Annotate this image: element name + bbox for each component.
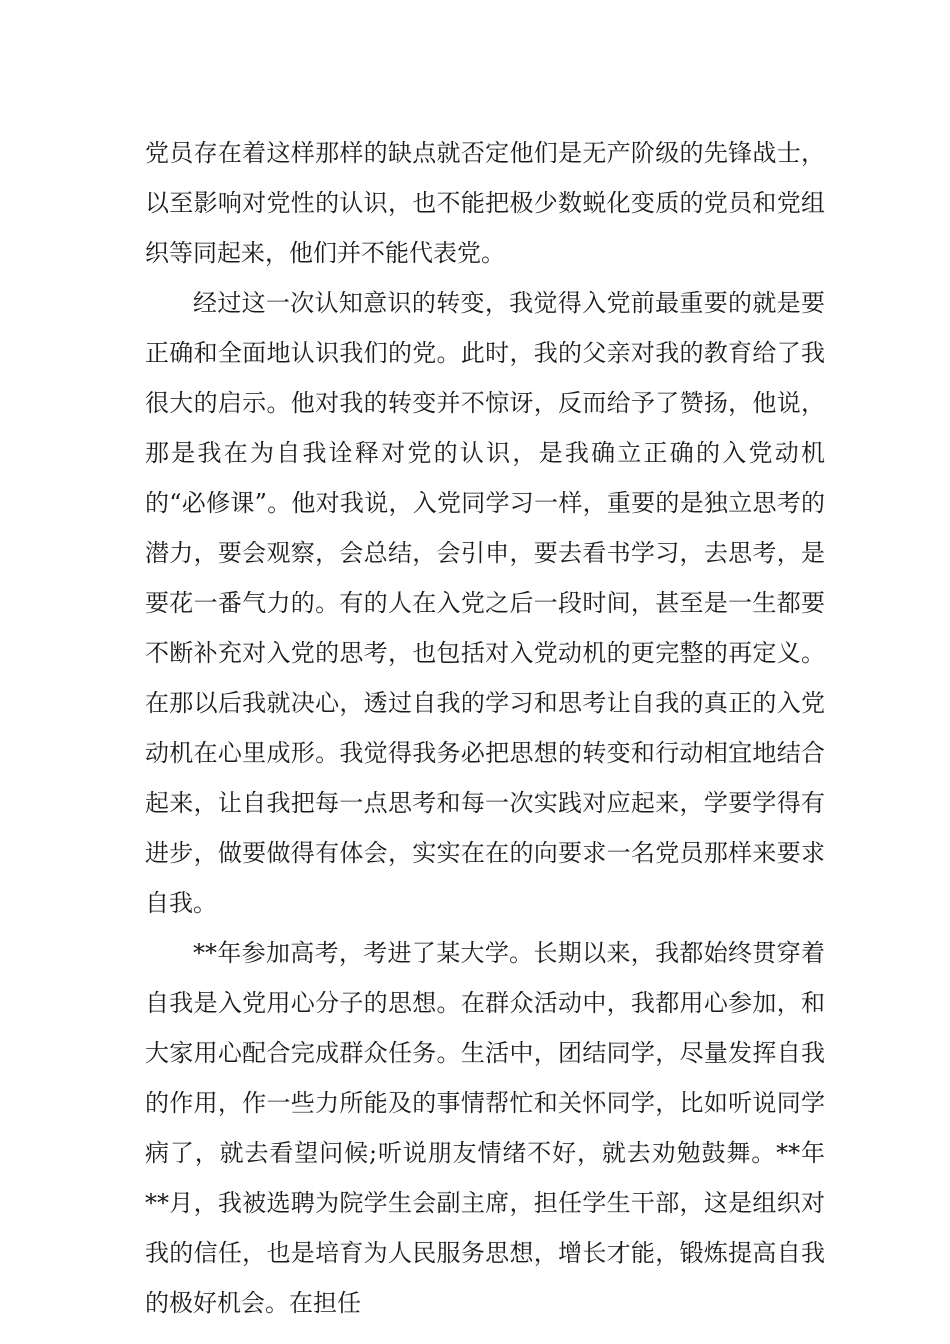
document-body [145,128,825,1328]
paragraph-3: **年参加高考，考进了某大学。长期以来，我都始终贯穿着自我是入党用心分子的思想。在群众活动中，我都用心参加，和大家用心配合完成群众任务。生活中，团结同学，尽量发挥自我的作用，作一些力所能及的事情帮忙和关怀同学，比如听说同学病了，就去看望问候;听说朋友情绪不好，就去劝勉鼓舞。**年**月，我被选聘为院学生会副主席，担任学生干部，这是组织对我的信任，也是培育为人民服务思想，增长才能，锻炼提高自我的极好机会。在担任 [145,939,825,1317]
paragraph-1: 党员存在着这样那样的缺点就否定他们是无产阶级的先锋战士，以至影响对党性的认识，也不能把极少数蜕化变质的党员和党组织等同起来，他们并不能代表党。 [145,139,825,267]
paragraph-2: 经过这一次认知意识的转变，我觉得入党前最重要的就是要正确和全面地认识我们的党。此时，我的父亲对我的教育给了我很大的启示。他对我的转变并不惊讶，反而给予了赞扬，他说，那是我在为自我诠释对党的认识，是我确立正确的入党动机的“必修课”。他对我说，入党同学习一样，重要的是独立思考的潜力，要会观察，会总结，会引申，要去看书学习，去思考，是要花一番气力的。有的人在入党之后一段时间，甚至是一生都要不断补充对入党的思考，也包括对入党动机的更完整的再定义。在那以后我就决心，透过自我的学习和思考让自我的真正的入党动机在心里成形。我觉得我务必把思想的转变和行动相宜地结合起来，让自我把每一点思考和每一次实践对应起来，学要学得有进步，做要做得有体会，实实在在的向要求一名党员那样来要求自我。 [145,289,825,917]
